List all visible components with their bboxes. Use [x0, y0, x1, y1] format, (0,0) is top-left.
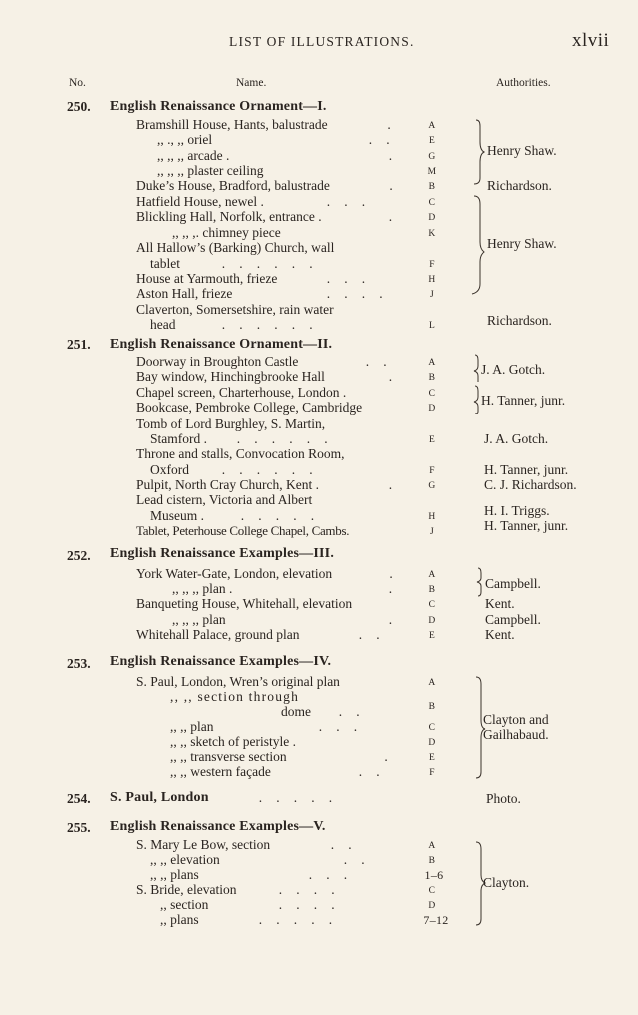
leader-dots: . . .	[318, 194, 367, 209]
leader-dots: . .	[335, 852, 366, 867]
plate-letter: E	[428, 435, 436, 445]
entry-name: ,, ,, sketch of peristyle .	[170, 734, 296, 749]
leader-dots: . . . .	[270, 882, 336, 897]
plate-letter: E	[428, 631, 436, 641]
leader-dots: . . .	[300, 867, 349, 882]
entry-name: Pulpit, North Cray Church, Kent .	[136, 477, 319, 492]
leader-dots: . . . . . .	[213, 317, 314, 332]
plate-letter: E	[428, 136, 436, 146]
plate-letter: C	[428, 198, 436, 208]
authority: H. Tanner, junr.	[484, 518, 569, 533]
plate-letter: M	[427, 167, 437, 177]
plate-letter: A	[428, 841, 436, 851]
entry-name: ,, ,, section through	[170, 689, 300, 704]
entry-name: ,, ,, transverse section	[170, 749, 287, 764]
authority: Kent.	[485, 596, 515, 611]
authority: Richardson.	[487, 313, 552, 328]
entry-name: House at Yarmouth, frieze	[136, 271, 278, 286]
plate-letter: F	[429, 260, 435, 270]
column-header-authorities: Authorities.	[496, 77, 551, 89]
entry-name: Doorway in Broughton Castle	[136, 354, 299, 369]
entry-name: head	[150, 317, 176, 332]
plate-letter: G	[428, 481, 436, 491]
leader-dots: . . . . .	[250, 912, 334, 927]
plate-letter: A	[428, 121, 436, 131]
leader-dots: .	[380, 369, 394, 384]
authority: H. I. Triggs.	[484, 503, 550, 518]
plate-letter: D	[428, 738, 436, 748]
section-title: English Renaissance Ornament—I.	[110, 99, 327, 114]
entry-name: ,, ,, plans	[150, 867, 199, 882]
authority: Campbell.	[485, 576, 541, 591]
section-number: 252.	[67, 548, 91, 563]
plate-number: 7–12	[423, 913, 449, 927]
entry-name: ,, ,, ,, plaster ceiling	[157, 163, 264, 178]
entry-name: ,, ,, elevation	[150, 852, 220, 867]
section-title: English Renaissance Examples—V.	[110, 819, 326, 834]
entry-name: Blickling Hall, Norfolk, entrance .	[136, 209, 322, 224]
entry-name: ,, ,, plan	[170, 719, 214, 734]
leader-dots: .	[380, 209, 394, 224]
plate-letter: A	[428, 358, 436, 368]
plate-letter: J	[430, 290, 434, 300]
entry-name: ,, section	[160, 897, 209, 912]
section-number: 251.	[67, 337, 91, 352]
entry-name: ,, ,, western façade	[170, 764, 271, 779]
entry-name: Lead cistern, Victoria and Albert	[136, 492, 313, 507]
leader-dots: . . . .	[318, 286, 384, 301]
entry-name: ,, ,, ,, arcade .	[157, 148, 230, 163]
entry-name: Oxford	[150, 462, 189, 477]
authority: Clayton and	[483, 712, 549, 727]
running-title: LIST OF ILLUSTRATIONS.	[229, 34, 415, 49]
entry-name: Claverton, Somersetshire, rain water	[136, 302, 334, 317]
plate-letter: C	[428, 723, 436, 733]
plate-number: 1–6	[424, 868, 444, 882]
plate-letter: A	[428, 678, 436, 688]
plate-letter: C	[428, 389, 436, 399]
leader-dots: . . .	[318, 271, 367, 286]
leader-dots: . .	[357, 354, 388, 369]
plate-letter: B	[428, 373, 436, 383]
authority: H. Tanner, junr.	[484, 462, 569, 477]
plate-letter: B	[428, 585, 436, 595]
leader-dots: . . . . . .	[228, 431, 329, 446]
authority: Henry Shaw.	[487, 236, 557, 251]
plate-letter: B	[428, 182, 436, 192]
entry-name: Aston Hall, frieze	[136, 286, 233, 301]
entry-name: Museum .	[150, 508, 204, 523]
entry-name: York Water-Gate, London, elevation	[136, 566, 333, 581]
entry-name: Stamford .	[150, 431, 207, 446]
leader-dots: . . . . . .	[213, 256, 314, 271]
grouping-brace	[475, 567, 485, 597]
column-header-no: No.	[69, 77, 86, 89]
plate-letter: E	[428, 753, 436, 763]
entry-name: S. Paul, London, Wren’s original plan	[136, 674, 340, 689]
plate-letter: D	[428, 213, 436, 223]
entry-name: All Hallow’s (Barking) Church, wall	[136, 240, 335, 255]
section-number: 255.	[67, 820, 91, 835]
leader-dots: .	[380, 581, 394, 596]
plate-letter: H	[428, 512, 436, 522]
entry-name: ,, ,, ,. chimney piece	[172, 225, 281, 240]
section-title: English Renaissance Ornament—II.	[110, 337, 333, 352]
section-title: English Renaissance Examples—IV.	[110, 654, 332, 669]
authority: Kent.	[485, 627, 515, 642]
authority: Photo.	[486, 791, 521, 806]
plate-letter: B	[428, 702, 436, 712]
leader-dots: . . .	[310, 719, 359, 734]
entry-name: S. Bride, elevation	[136, 882, 237, 897]
plate-letter: A	[428, 570, 436, 580]
leader-dots: . .	[330, 704, 361, 719]
plate-letter: C	[428, 886, 436, 896]
authority: Campbell.	[485, 612, 541, 627]
entry-name: S. Mary Le Bow, section	[136, 837, 271, 852]
section-title: English Renaissance Examples—III.	[110, 546, 335, 561]
plate-letter: B	[428, 856, 436, 866]
entry-name: ,, ., ,, oriel	[157, 132, 213, 147]
leader-dots: . . . .	[270, 897, 336, 912]
entry-name: Whitehall Palace, ground plan	[136, 627, 300, 642]
leader-dots: . .	[360, 132, 391, 147]
leader-dots: . .	[350, 764, 381, 779]
leader-dots: . . . . .	[232, 508, 316, 523]
authority: H. Tanner, junr.	[481, 393, 566, 408]
entry-name: Hatfield House, newel .	[136, 194, 264, 209]
leader-dots: . .	[350, 627, 381, 642]
entry-name: dome	[281, 704, 311, 719]
entry-name: Banqueting House, Whitehall, elevation	[136, 596, 353, 611]
leader-dots: .	[380, 477, 394, 492]
section-number: 254.	[67, 791, 91, 806]
authority: Richardson.	[487, 178, 552, 193]
entry-name: Bay window, Hinchingbrooke Hall	[136, 369, 325, 384]
running-header	[0, 30, 638, 54]
plate-letter: G	[428, 152, 436, 162]
leader-dots: . . . . .	[250, 790, 334, 805]
column-header-name: Name.	[236, 77, 267, 89]
section-number: 250.	[67, 99, 91, 114]
grouping-brace	[470, 118, 486, 328]
plate-letter: D	[428, 901, 436, 911]
section-title: S. Paul, London	[110, 790, 209, 805]
plate-letter: F	[429, 466, 435, 476]
page-number: xlvii	[572, 30, 610, 51]
plate-letter: H	[428, 275, 436, 285]
leader-dots: .	[380, 749, 389, 764]
entry-name: ,, plans	[160, 912, 199, 927]
plate-letter: J	[430, 527, 434, 537]
leader-dots: . .	[322, 837, 353, 852]
plate-letter: L	[428, 321, 436, 331]
entry-name: Tablet, Peterhouse College Chapel, Cambs.	[136, 523, 350, 538]
plate-letter: D	[428, 616, 436, 626]
authority: Henry Shaw.	[487, 143, 557, 158]
authority: J. A. Gotch.	[481, 362, 546, 377]
entry-name: ,, ,, ,, plan	[172, 612, 226, 627]
plate-letter: F	[429, 768, 435, 778]
entry-name: Duke’s House, Bradford, balustrade	[136, 178, 330, 193]
leader-dots: .	[380, 148, 394, 163]
leader-dots: .	[385, 566, 394, 581]
entry-name: ,, ,, ,, plan .	[172, 581, 233, 596]
entry-name: tablet	[150, 256, 180, 271]
leader-dots: .	[380, 612, 394, 627]
authority: Gailhabaud.	[483, 727, 549, 742]
plate-letter: C	[428, 600, 436, 610]
entry-name: Bookcase, Pembroke College, Cambridge	[136, 400, 363, 415]
leader-dots: .	[383, 117, 392, 132]
authority: J. A. Gotch.	[484, 431, 549, 446]
entry-name: Bramshill House, Hants, balustrade	[136, 117, 328, 132]
plate-letter: D	[428, 404, 436, 414]
authority: C. J. Richardson.	[484, 477, 577, 492]
plate-letter: K	[428, 229, 436, 239]
section-number: 253.	[67, 656, 91, 671]
leader-dots: .	[385, 178, 394, 193]
entry-name: Tomb of Lord Burghley, S. Martin,	[136, 416, 326, 431]
authority: Clayton.	[483, 875, 530, 890]
entry-name: Chapel screen, Charterhouse, London .	[136, 385, 347, 400]
leader-dots: . . . . . .	[213, 462, 314, 477]
entry-name: Throne and stalls, Convocation Room,	[136, 446, 345, 461]
